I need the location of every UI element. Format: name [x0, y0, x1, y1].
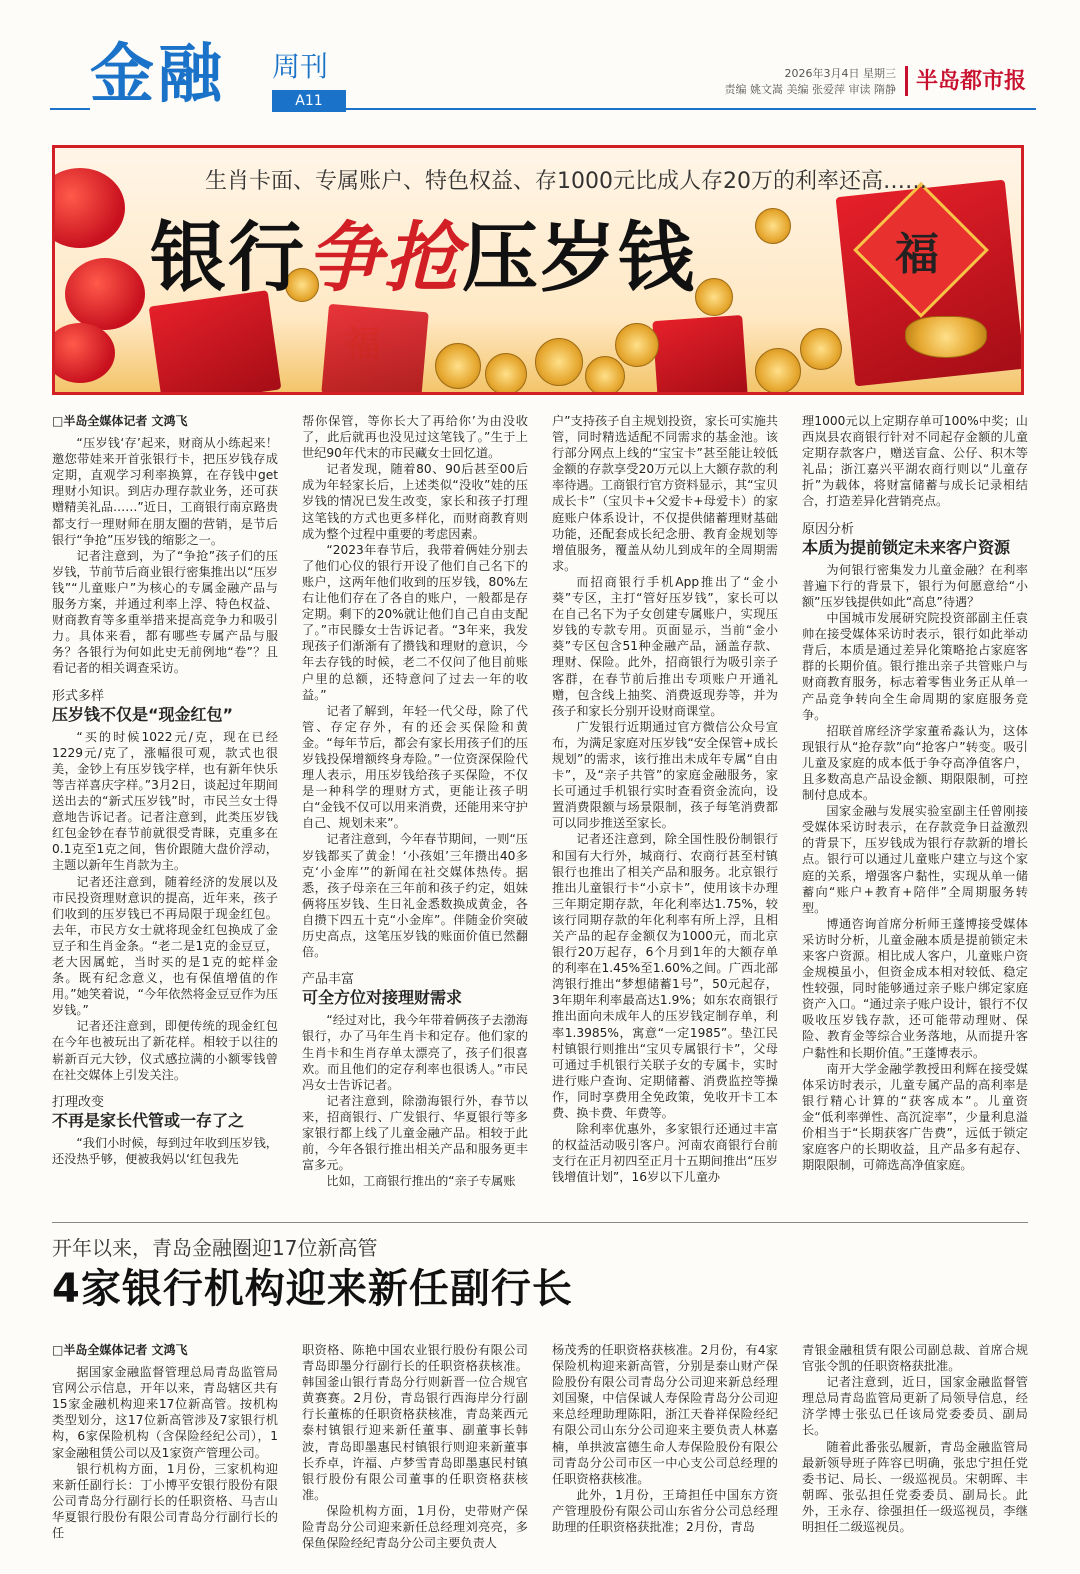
- title-part-2: 争抢: [306, 213, 462, 302]
- coin-icon: [800, 328, 842, 370]
- banner-subtitle: 生肖卡面、专属账户、特色权益、存1000元比成人存20万的利率还高……: [205, 169, 927, 194]
- masthead-rule-left: [50, 108, 90, 110]
- page-code: A11: [272, 90, 346, 112]
- story2-byline: □半岛全媒体记者 文鸿飞: [52, 1343, 188, 1357]
- story2-subtitle: 开年以来，青岛金融圈迎17位新高管: [52, 1236, 378, 1260]
- red-envelope-icon: [321, 304, 428, 395]
- paragraph: 记者注意到，为了“争抢”孩子们的压岁钱，节前节后商业银行密集推出以“压岁钱”“儿童账户”为核心的专属金融产品与服务方案，并通过利率上浮、特色权益、财商教育等多重举措来提高竞争力和吸引力。具体来看，都有哪些专属产品与服务？各银行为何如此史无前例地“卷”？且看记者的相关调查采访。: [52, 548, 278, 676]
- paragraph: 中国城市发展研究院投资部副主任袁帅在接受媒体采访时表示，银行如此举动背后，本质是通过差异化策略抢占家庭客群的长期价值。银行推出亲子共管账户与财商教育服务，标志着零售业务正从单一产品竞争转向全生命周期的家庭服务竞争。: [802, 611, 1028, 722]
- story2-column-2: [302, 1342, 528, 1551]
- coin-icon: [695, 278, 733, 316]
- subhead-small: 原因分析: [802, 521, 855, 537]
- paragraph: 记者注意到，今年春节期间，一则“压岁钱都买了黄金！‘小孩姐’三年攒出40多克‘小金库’”的新闻在社交媒体热传。据悉，孩子母亲在三年前和孩子约定，姐妹俩将压岁钱、生日礼金悉数换成黄金，各自攒下四五十克“小金库”。伴随金价突破历史高点，这笔压岁钱的账面价值已然翻倍。: [302, 832, 528, 960]
- paragraph: 博通咨询首席分析师王蓬博接受媒体采访时分析，儿童金融本质是提前锁定未来客户资源。相比成人客户，儿童账户资金规模虽小，但资金成本相对较低、稳定性较强，同时能够通过亲子账户绑定家庭资产入口。“通过亲子账户设计，银行不仅吸收压岁钱存款，还可能带动理财、保险、教育金等综合业务落地，从而提升客户黏性和长期价值。”王蓬博表示。: [802, 916, 1028, 1060]
- section-divider: [52, 1222, 1028, 1223]
- paragraph: 除利率优惠外，多家银行还通过丰富的权益活动吸引客户。河南农商银行台前支行在正月初四至正月十五期间推出“压岁钱增值计划”，16岁以下儿童办: [552, 1122, 778, 1185]
- paragraph: 杨茂秀的任职资格获核准。2月份，有4家保险机构迎来新高管，分别是泰山财产保险股份有限公司青岛分公司迎来新总经理刘国聚，中信保诚人寿保险青岛分公司迎来总经理助理陈阳，浙江天眷祥保险经纪有限公司山东分公司迎来主要负责人林嘉楠，单拱波富德生命人寿保险股份有限公司青岛分公司市区一中心支公司总经理的任职资格获核准。: [552, 1343, 778, 1486]
- paragraph: 招联首席经济学家董希淼认为，这体现银行从“抢存款”向“抢客户”转变。吸引儿童及家庭的成本低于争夺高净值客户，且多数高息产品设金额、期限限制，可控制付息成本。: [802, 723, 1028, 803]
- fu-glyph: 福: [895, 229, 939, 280]
- editor-line: 责编 姚文嵩 美编 张爱萍 审读 隋静: [724, 83, 896, 96]
- paragraph: 保险机构方面，1月份，史带财产保险青岛分公司迎来新任总经理刘亮亮，多保鱼保险经纪青岛分公司主要负责人: [302, 1503, 528, 1551]
- subhead: 本质为提前锁定未来客户资源: [802, 537, 1011, 557]
- story1-column-4: [802, 413, 1028, 1173]
- paragraph: 为何银行密集发力儿童金融？在利率普遍下行的背景下，银行为何愿意给“小额”压岁钱提供如此“高息”待遇？: [802, 562, 1028, 609]
- subhead-small: 产品丰富: [302, 972, 355, 988]
- paragraph: 青银金融租赁有限公司副总裁、首席合规官张令凯的任职资格获批准。: [802, 1343, 1028, 1374]
- story2-title: 4家银行机构迎来新任副行长: [52, 1266, 573, 1312]
- coin-icon: [755, 348, 801, 394]
- subhead: 不再是家长代管或一存了之: [52, 1110, 245, 1130]
- gold-ingot-icon: [905, 316, 987, 358]
- paragraph: 南开大学金融学教授田利辉在接受媒体采访时表示，儿童专属产品的高利率是银行精心计算的“获客成本”。儿童资金“低利率弹性、高沉淀率”，少量利息溢价相当于“长期获客广告费”，远低于锁定家庭客户的长期收益，且产品多有起存、期限限制，可筛选高净值家庭。: [802, 1061, 1028, 1173]
- section-title: 金融: [90, 38, 226, 112]
- paragraph: 记者了解到，年轻一代父母，除了代管、存定存外，有的还会买保险和黄金。“每年节后，都会有家长用孩子们的压岁钱投保增额终身寿险。”一位资深保险代理人表示，用压岁钱给孩子买保险，不仅是一种科学的理财方式，更能让孩子明白“金钱不仅可以用来消费，还能用来守护自己、规划未来”。: [302, 703, 528, 831]
- story1-column-3: [552, 413, 778, 1186]
- story1-column-1: [52, 413, 278, 1167]
- coin-icon: [585, 356, 625, 395]
- coin-icon: [535, 338, 583, 386]
- story1-column-2: [302, 413, 528, 1189]
- paragraph: 记者还注意到，随着经济的发展以及市民投资理财意识的提高，近年来，孩子们收到的压岁钱已不再局限于现金红包。去年，市民方女士就将现金红包换成了金豆子和生肖金条。“老二是1克的金豆豆，老大因属蛇，当时买的是1克的蛇样金条。既有纪念意义，也有保值增值的作用。”她笑着说，“今年依然将金豆豆作为压岁钱。”: [52, 874, 278, 1018]
- paragraph: 银行机构方面，1月份，三家机构迎来新任副行长：丁小博平安银行股份有限公司青岛分行副行长的任职资格、马吉山华夏银行股份有限公司青岛分行副行长的任: [52, 1461, 278, 1541]
- newspaper-logo: 半岛都市报: [905, 66, 1026, 96]
- paragraph: 帮你保管，等你长大了再给你’为由没收了，此后就再也没见过这笔钱了。”生于上世纪90年代末的市民藏女士回忆道。: [302, 414, 528, 461]
- title-part-1: 银行: [150, 213, 306, 302]
- paragraph: 记者注意到，除渤海银行外，春节以来，招商银行、广发银行、华夏银行等多家银行都上线了儿童金融产品。相较于此前，今年各银行推出相关产品和服务更丰富多元。: [302, 1093, 528, 1173]
- paragraph: 记者还注意到，即便传统的现金红包在今年也被玩出了新花样。相较于以往的崭新百元大钞，仪式感拉满的小额零钱曾在社交媒体上引发关注。: [52, 1019, 278, 1082]
- coin-icon: [435, 343, 481, 389]
- paragraph: 而招商银行手机App推出了“金小葵”专区，主打“管好压岁钱”，家长可以在自己名下为子女创建专属账户，实现压岁钱的专款专用。页面显示，当前“金小葵”专区包含51种金融产品，涵盖存款、理财、保险。此外，招商银行为吸引亲子客群，在春节前后推出专项账户开通礼赠，包含线上抽奖、消费返现券等，并为孩子和家长分别开设财商课堂。: [552, 574, 778, 718]
- subhead: 压岁钱不仅是“现金红包”: [52, 704, 234, 724]
- story2-column-3: [552, 1342, 778, 1535]
- coin-icon: [615, 323, 659, 367]
- paragraph: “压岁钱‘存’起来，财商从小练起来！邀您带娃来开首张银行卡，把压岁钱存成定期，直观学习利率换算，在存钱中get理财小知识。到店办理存款业务，还可获赠精美礼品……”近日，工商银行南京路贵都支行一理财师在朋友圈的营销，是节后银行“争抢”压岁钱的缩影之一。: [52, 436, 278, 547]
- paragraph: 记者发现，随着80、90后甚至00后成为年轻家长后，上述类似“没收”娃的压岁钱的情况已发生改变，家长和孩子打理这笔钱的方式也更多样化，而财商教育则成为整个过程中重要的考虑因素。: [302, 462, 528, 541]
- date-line: 2026年3月4日 星期三: [784, 67, 896, 80]
- paragraph: 广发银行近期通过官方微信公众号宣布，为满足家庭对压岁钱“安全保管+成长规划”的需求，该行推出未成年专属“自由卡”，及“亲子共管”的家庭金融服务，家长可通过手机银行实时查看资金流向，设置消费限额与场景限制，孩子每笔消费都可以同步推送至家长。: [552, 719, 778, 831]
- masthead-rule-right: [346, 108, 1036, 110]
- paragraph: 记者注意到，近日，国家金融监督管理总局青岛监管局更新了局领导信息，经济学博士张弘已任该局党委委员、副局长。: [802, 1375, 1028, 1438]
- paragraph: “买的时候1022元/克，现在已经1229元/克了，涨幅很可观，款式也很美，金钞上有压岁钱字样，也有新年快乐等吉祥喜庆字样。”3月2日，谈起过年期间送出去的“新式压岁钱”时，市民兰女士得意地告诉记者。记者注意到，此类压岁钱红包金钞在春节前就很受青睐，克重多在0.1克至1克之间，售价跟随大盘价浮动，主题以新年生肖款为主。: [52, 729, 278, 873]
- story2-column-1: [52, 1342, 278, 1541]
- paragraph: 据国家金融监督管理总局青岛监管局官网公示信息，开年以来，青岛辖区共有15家金融机构迎来17位新高管。按机构类型划分，这17位新高管涉及7家银行机构，6家保险机构（含保险经纪公司），1家金融租赁公司以及1家资产管理公司。: [52, 1365, 278, 1460]
- paragraph: “2023年春节后，我带着俩娃分别去了他们心仪的银行开设了他们自己名下的账户，这两年他们收到的压岁钱，80%左右让他们存在了各自的账户，一般都是存定期。剩下的20%就让他们自己自由支配了。”市民滕女士告诉记者。“3年来，我发现孩子们渐渐有了攒钱和理财的意识，今年去存钱的时候，老二不仅问了他目前账户里的总额，还特意问了过去一年的收益。”: [302, 542, 528, 702]
- headline-banner: [52, 145, 1024, 395]
- story2-column-4: [802, 1342, 1028, 1535]
- subhead-small: 打理改变: [52, 1094, 105, 1110]
- red-envelope-icon: [652, 315, 747, 395]
- paragraph: 随着此番张弘履新，青岛金融监管局最新领导班子阵容已明确，张忠宁担任党委书记、局长、一级巡视员。宋朝晖、丰朝晖、张弘担任党委委员、副局长。此外，王永存、徐强担任一级巡视员，李继明担任二级巡视员。: [802, 1439, 1028, 1535]
- title-part-3: 压岁钱: [462, 213, 696, 302]
- paragraph: 国家金融与发展实验室副主任曾刚接受媒体采访时表示，在存款竞争日益激烈的背景下，压岁钱成为银行存款新的增长点。银行可以通过儿童账户建立与这个家庭的关系，增强客户黏性，实现从单一储蓄向“账户+教育+陪伴”全周期服务转型。: [802, 804, 1028, 915]
- paragraph: “经过对比，我今年带着俩孩子去渤海银行，办了马年生肖卡和定存。他们家的生肖卡和生肖存单太漂亮了，孩子们很喜欢。而且他们的定存利率也很诱人。”市民冯女士告诉记者。: [302, 1013, 528, 1092]
- lantern-icon: [52, 168, 125, 248]
- paragraph: “我们小时候，每到过年收到压岁钱，还没热乎够，便被我妈以‘红包我先: [52, 1135, 278, 1167]
- masthead-meta: [600, 66, 896, 98]
- lantern-icon: [65, 258, 145, 330]
- coin-icon: [755, 208, 791, 244]
- section-weekly: 周刊: [272, 50, 329, 83]
- subhead: 可全方位对接理财需求: [302, 988, 463, 1008]
- paragraph: 户”支持孩子自主规划投资，家长可实施共管，同时精选适配不同需求的基金池。该行部分网点上线的“宝宝卡”甚至能让较低金额的存款享受20万元以上大额存款的利率待遇。工商银行官方资料显示，其“宝贝成长卡”（宝贝卡+父爱卡+母爱卡）的家庭账户体系设计，不仅提供储蓄理财基础功能，还配套成长纪念册、教育金规划等增值服务，覆盖从幼儿到成年的全周期需求。: [552, 414, 778, 573]
- paragraph: 理1000元以上定期存单可100%中奖；山西岚县农商银行针对不同起存金额的儿童定期存款客户，赠送盲盒、公仔、积木等礼品；浙江嘉兴平湖农商行则以“儿童存折”为载体，将财富储蓄与成长记录相结合，打造差异化营销亮点。: [802, 414, 1028, 509]
- paragraph: 比如，工商银行推出的“亲子专属账: [326, 1174, 516, 1189]
- subhead-small: 形式多样: [52, 688, 105, 704]
- paragraph: 记者还注意到，除全国性股份制银行和国有大行外，城商行、农商行甚至村镇银行也推出了相关产品和服务。北京银行推出儿童银行卡“小京卡”，使用该卡办理三年期定期存款，年化利率达1.75%，较该行同期存款的年化利率有所上浮，且相关产品的起存金额仅为1000元，而北京银行20万起存，6个月到1年的大额存单的利率在1.45%至1.60%之间。广西北部湾银行推出“梦想储蓄1号”，50元起存，3年期年利率最高达1.9%；如东农商银行推出面向未成年人的压岁钱定制存单，利率1.3985%，寓意“一定1985”。垫江民村镇银行则推出“宝贝专属银行卡”，父母可通过手机银行关联子女的专属卡，实时进行账户查询、定期储蓄、消费监控等操作，同时享费用全免政策，免收开卡工本费、换卡费、年费等。: [552, 832, 778, 1121]
- coin-icon: [485, 353, 527, 395]
- banner-title: [150, 210, 696, 306]
- story1-byline: □半岛全媒体记者 文鸿飞: [52, 414, 188, 428]
- paragraph: 职资格、陈艳中国农业银行股份有限公司青岛即墨分行副行长的任职资格获核准。韩国釜山银行青岛分行则新晋一位合规官黄赛赛。2月份，青岛银行西海岸分行副行长董栋的任职资格获核准，青岛莱西元泰村镇银行迎来新任董事、副董事长韩波，青岛即墨惠民村镇银行则迎来新董事长乔卓，许福、卢梦雪青岛即墨惠民村镇银行股份有限公司董事的任职资格获核准。: [302, 1343, 528, 1502]
- lantern-icon: [52, 323, 115, 383]
- paragraph: 此外，1月份，王琦担任中国东方资产管理股份有限公司山东省分公司总经理助理的任职资格获批准；2月份，青岛: [552, 1487, 778, 1535]
